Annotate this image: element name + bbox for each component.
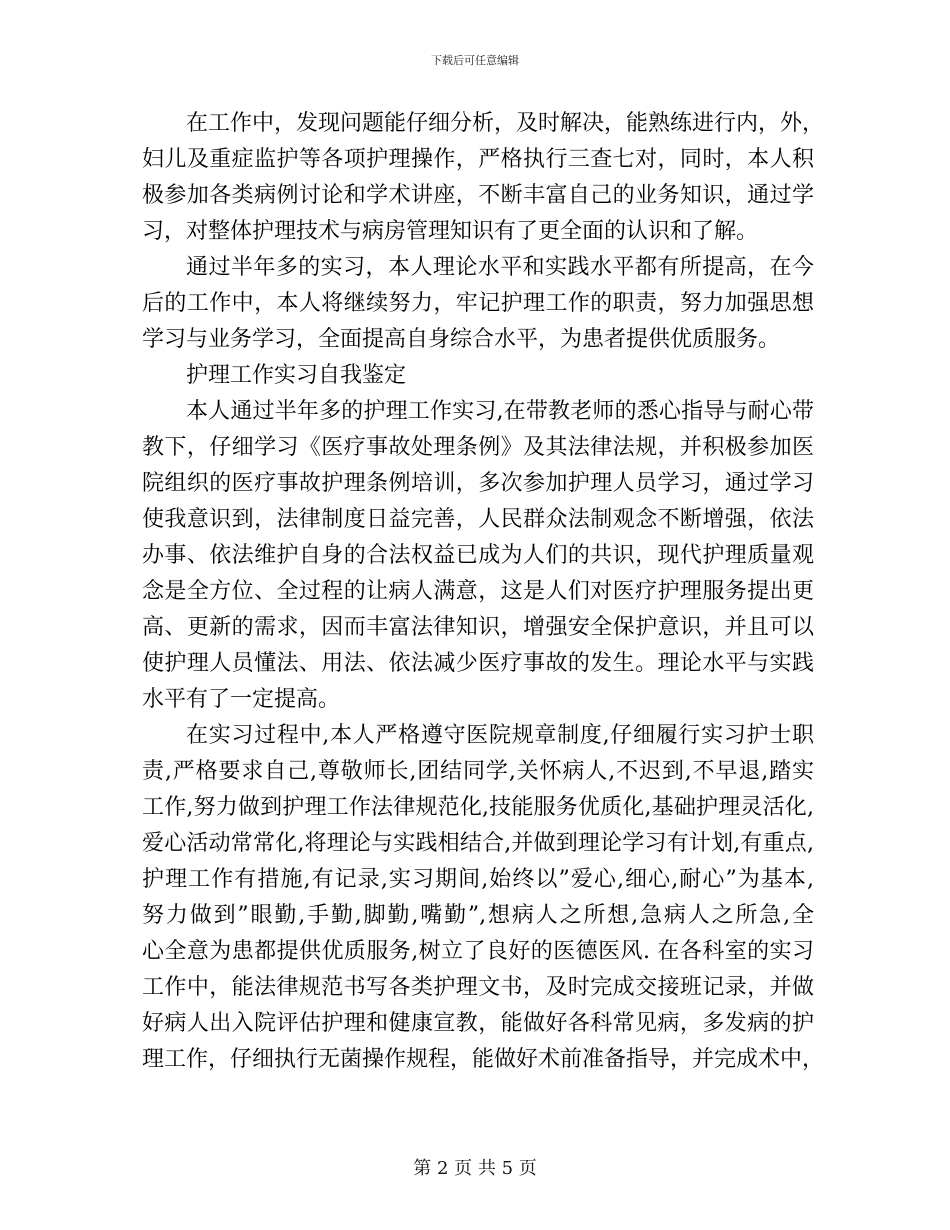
text-line: 在工作中，发现问题能仔细分析，及时解决，能熟练进行内，外，	[186, 111, 825, 136]
text-line: 妇儿及重症监护等各项护理操作，严格执行三查七对，同时，本人积	[142, 147, 814, 172]
text-line: 工作,努力做到护理工作法律规范化,技能服务优质化,基础护理灵活化,	[142, 795, 814, 820]
text-line: 高、更新的需求，因而丰富法律知识，增强安全保护意识，并且可以	[142, 615, 814, 640]
text-line: 极参加各类病例讨论和学术讲座，不断丰富自己的业务知识，通过学	[142, 183, 814, 208]
text-line: 护理工作有措施,有记录,实习期间,始终以”爱心,细心,耐心”为基本,	[142, 867, 814, 892]
text-line: 院组织的医疗事故护理条例培训，多次参加护理人员学习，通过学习	[142, 471, 814, 496]
text-line: 水平有了一定提高。	[142, 687, 341, 712]
text-line: 护理工作实习自我鉴定	[186, 363, 407, 388]
text-line: 办事、依法维护自身的合法权益已成为人们的共识，现代护理质量观	[142, 543, 814, 568]
text-line: 责,严格要求自己,尊敬师长,团结同学,关怀病人,不迟到,不早退,踏实	[142, 759, 814, 784]
page-header: 下载后可任意编辑	[431, 54, 519, 67]
text-line: 好病人出入院评估护理和健康宣教，能做好各科常见病，多发病的护	[142, 1011, 814, 1036]
text-line: 通过半年多的实习，本人理论水平和实践水平都有所提高，在今	[186, 255, 814, 280]
text-line: 习，对整体护理技术与病房管理知识有了更全面的认识和了解。	[142, 219, 759, 244]
text-line: 工作中，能法律规范书写各类护理文书，及时完成交接班记录，并做	[142, 975, 814, 1000]
text-line: 使护理人员懂法、用法、依法减少医疗事故的发生。理论水平与实践	[142, 651, 814, 676]
text-line: 后的工作中，本人将继续努力，牢记护理工作的职责，努力加强思想	[142, 291, 814, 316]
page-number-footer: 第 2 页 共 5 页	[413, 1158, 537, 1179]
text-line: 理工作，仔细执行无菌操作规程，能做好术前准备指导，并完成术中，	[142, 1047, 825, 1072]
text-line: 努力做到”眼勤,手勤,脚勤,嘴勤”,想病人之所想,急病人之所急,全	[142, 903, 814, 928]
text-line: 心全意为患都提供优质服务,树立了良好的医德医风. 在各科室的实习	[142, 939, 814, 964]
text-line: 在实习过程中,本人严格遵守医院规章制度,仔细履行实习护士职	[186, 723, 814, 748]
text-line: 教下，仔细学习《医疗事故处理条例》及其法律法规，并积极参加医	[142, 435, 814, 460]
text-line: 爱心活动常常化,将理论与实践相结合,并做到理论学习有计划,有重点,	[142, 831, 814, 856]
document-body	[142, 106, 825, 1078]
text-line: 学习与业务学习，全面提高自身综合水平，为患者提供优质服务。	[142, 327, 781, 352]
text-line: 使我意识到，法律制度日益完善，人民群众法制观念不断增强，依法	[142, 507, 814, 532]
text-line: 念是全方位、全过程的让病人满意，这是人们对医疗护理服务提出更	[142, 579, 814, 604]
text-line: 本人通过半年多的护理工作实习,在带教老师的悉心指导与耐心带	[186, 399, 814, 424]
